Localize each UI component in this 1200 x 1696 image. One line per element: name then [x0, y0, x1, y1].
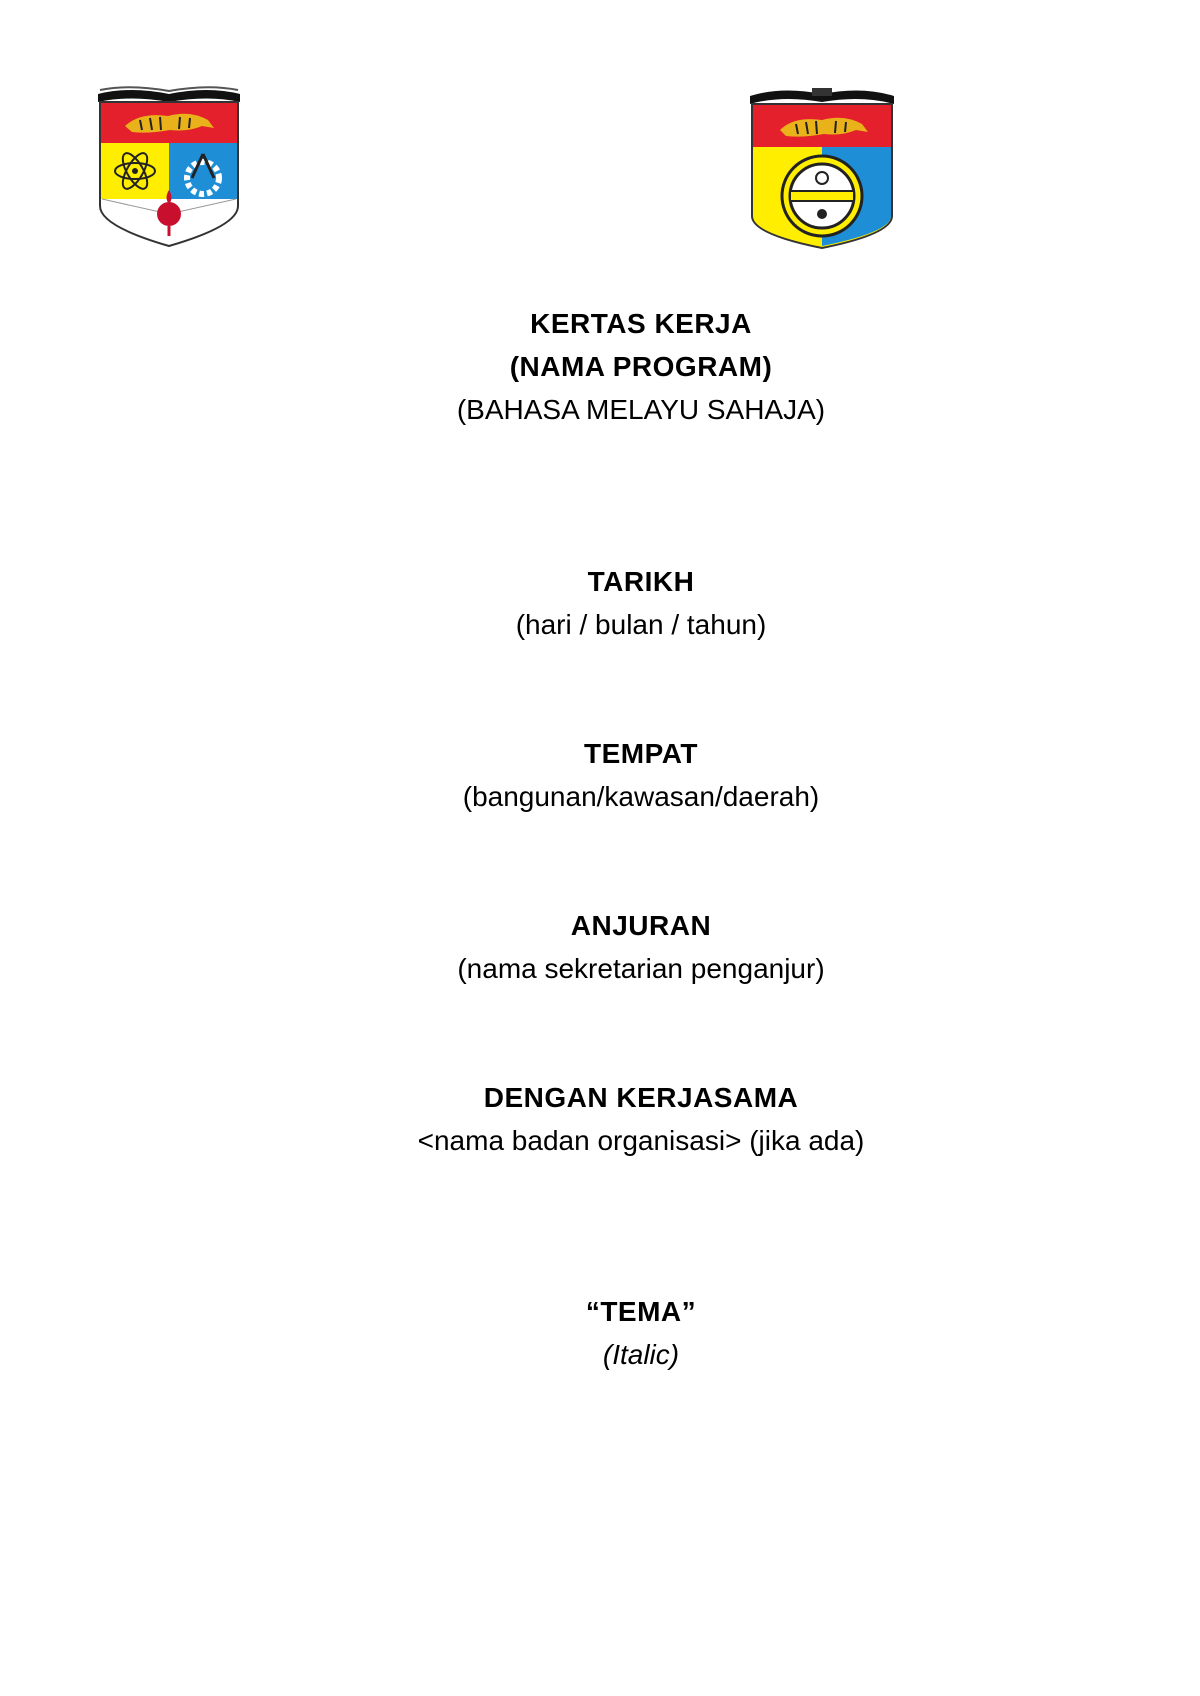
university-crest-logo — [90, 86, 248, 251]
theme-section — [0, 1290, 1200, 1376]
document-title-block — [0, 302, 1200, 431]
venue-label: TEMPAT — [584, 738, 698, 769]
date-label: TARIKH — [587, 566, 695, 597]
organizer-value: (nama sekretarian penganjur) — [457, 953, 825, 984]
theme-label: “TEMA” — [585, 1296, 697, 1327]
document-heading: KERTAS KERJA — [530, 308, 752, 339]
school-crest-logo — [742, 86, 902, 251]
shield-icon — [90, 86, 248, 251]
collaboration-label: DENGAN KERJASAMA — [483, 1082, 799, 1113]
date-section — [0, 560, 1200, 646]
theme-value: (Italic) — [602, 1339, 680, 1370]
language-note: (BAHASA MELAYU SAHAJA) — [456, 394, 826, 425]
shield-icon — [742, 86, 902, 251]
program-name: (NAMA PROGRAM) — [509, 351, 773, 382]
organizer-label: ANJURAN — [570, 910, 712, 941]
venue-section — [0, 732, 1200, 818]
collaboration-section — [0, 1076, 1200, 1162]
organizer-section — [0, 904, 1200, 990]
collaboration-value: <nama badan organisasi> (jika ada) — [417, 1125, 865, 1156]
date-value: (hari / bulan / tahun) — [515, 609, 767, 640]
venue-value: (bangunan/kawasan/daerah) — [462, 781, 820, 812]
